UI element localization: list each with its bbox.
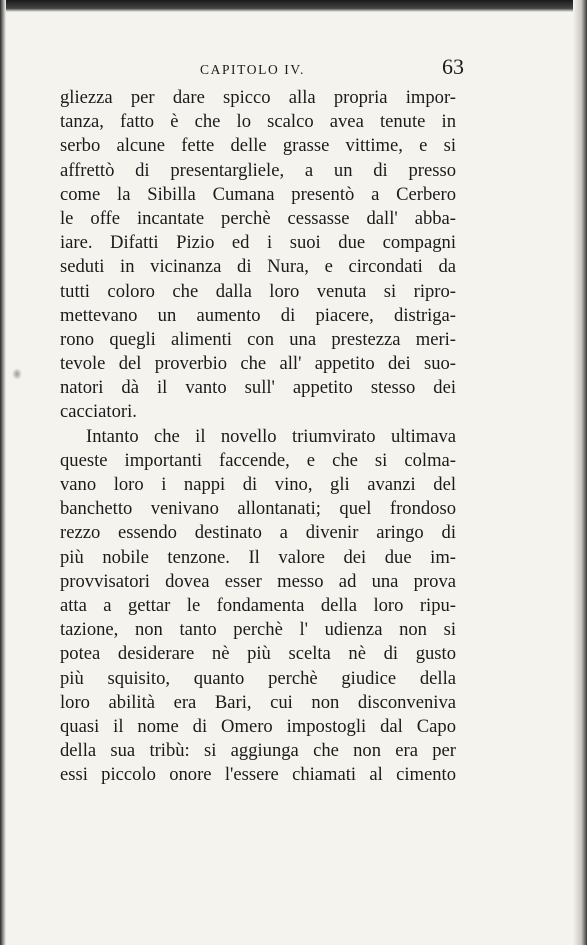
- page-top-edge: [0, 0, 587, 12]
- text-line: affrettò di presentargliele, a un di presso: [60, 159, 456, 181]
- page-header: [60, 54, 464, 86]
- text-line: potea desiderare nè più scelta nè di gusto: [60, 643, 456, 665]
- text-line: tevole del proverbio che all' appetito dei suo-: [60, 353, 456, 375]
- running-title: CAPITOLO IV.: [200, 62, 305, 77]
- text-line: provvisatori dovea esser messo ad una prova: [60, 570, 456, 592]
- text-line: rezzo essendo destinato a divenir aringo di: [60, 522, 456, 544]
- text-line: tutti coloro che dalla loro venuta si ripro-: [60, 280, 456, 302]
- text-line: tanza, fatto è che lo scalco avea tenute in: [60, 111, 456, 133]
- text-line: più squisito, quanto perchè giudice della: [60, 667, 456, 689]
- text-line: come la Sibilla Cumana presentò a Cerbero: [60, 183, 456, 205]
- text-line: seduti in vicinanza di Nura, e circondati da: [60, 256, 456, 278]
- text-line: le offe incantate perchè cessasse dall' abba-: [60, 207, 456, 229]
- text-line: queste importanti faccende, e che si colma-: [60, 449, 456, 471]
- text-line: rono quegli alimenti con una prestezza meri-: [60, 328, 456, 350]
- text-line: iare. Difatti Pizio ed i suoi due compagni: [60, 232, 456, 254]
- page-left-edge: [0, 0, 6, 945]
- body-text: [60, 86, 456, 787]
- ink-smudge: [12, 368, 22, 380]
- text-line: serbo alcune fette delle grasse vittime, e si: [60, 135, 456, 157]
- text-line: loro abilità era Bari, cui non disconveniva: [60, 691, 456, 713]
- text-line: più nobile tenzone. Il valore dei due im-: [60, 546, 456, 568]
- text-line: quasi il nome di Omero impostogli dal Capo: [60, 715, 456, 737]
- text-line: natori dà il vanto sull' appetito stesso dei: [60, 377, 456, 399]
- text-line: cacciatori.: [60, 401, 137, 423]
- text-line: gliezza per dare spicco alla propria impor-: [60, 87, 456, 108]
- text-line: della sua tribù: si aggiunga che non era per: [60, 740, 456, 762]
- text-line: mettevano un aumento di piacere, distriga-: [60, 304, 456, 326]
- text-line: vano loro i nappi di vino, gli avanzi del: [60, 474, 456, 495]
- text-line: Intanto che il novello triumvirato ultimava: [86, 425, 456, 447]
- text-line: banchetto venivano allontanati; quel frondoso: [60, 498, 456, 520]
- page-gutter-edge: [573, 0, 587, 945]
- page-number: 63: [442, 54, 464, 79]
- text-line: atta a gettar le fondamenta della loro ripu-: [60, 594, 456, 616]
- text-line: tazione, non tanto perchè l' udienza non si: [60, 619, 456, 641]
- text-line: essi piccolo onore l'essere chiamati al cimento: [60, 764, 456, 786]
